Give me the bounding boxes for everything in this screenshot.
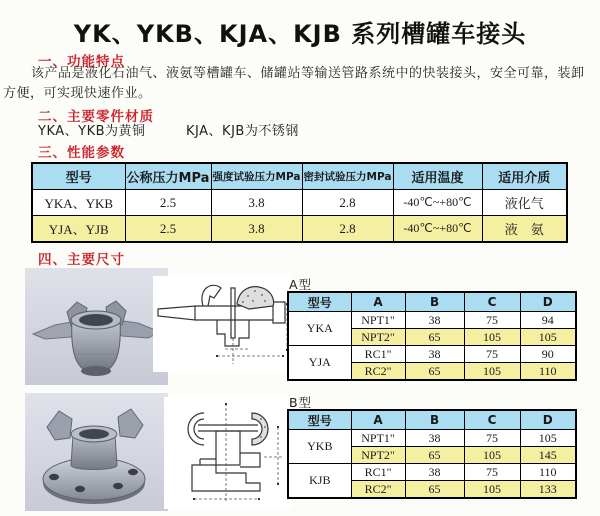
cell-d: 133 bbox=[520, 481, 576, 499]
col-a: A bbox=[351, 410, 405, 430]
cell-d: 105 bbox=[520, 329, 576, 346]
col-nominal-pressure: 公称压力MPa bbox=[125, 163, 211, 190]
cell-b: 38 bbox=[405, 346, 464, 363]
cell-seal: 2.8 bbox=[302, 190, 393, 216]
dim-table-b-label: B型 bbox=[289, 395, 313, 410]
cell-a: NPT2" bbox=[351, 329, 405, 346]
cell-c: 75 bbox=[464, 430, 520, 447]
col-model: 型号 bbox=[288, 410, 351, 430]
cell-model: YJA、YJB bbox=[32, 216, 125, 243]
cell-c: 105 bbox=[464, 363, 520, 381]
cell-c: 105 bbox=[464, 481, 520, 499]
cell-d: 90 bbox=[520, 346, 576, 363]
col-a: A bbox=[351, 292, 405, 312]
cell-c: 75 bbox=[464, 346, 520, 363]
col-model: 型号 bbox=[32, 163, 125, 190]
cell-b: 65 bbox=[405, 481, 464, 499]
col-medium: 适用介质 bbox=[482, 163, 567, 190]
table-row bbox=[288, 312, 576, 329]
col-c: C bbox=[464, 410, 520, 430]
coupling-b-photo-image bbox=[25, 393, 168, 511]
cell-a: NPT1" bbox=[351, 312, 405, 329]
table-row bbox=[288, 464, 576, 481]
col-c: C bbox=[464, 292, 520, 312]
cell-d: 145 bbox=[520, 447, 576, 464]
cell-seal: 2.8 bbox=[302, 216, 393, 243]
cell-model: YKB bbox=[288, 430, 351, 464]
cell-a: RC2" bbox=[351, 363, 405, 381]
cell-b: 65 bbox=[405, 363, 464, 381]
cell-a: RC2" bbox=[351, 481, 405, 499]
col-b: B bbox=[405, 410, 464, 430]
table-row bbox=[288, 430, 576, 447]
coupling-a-drawing-image bbox=[153, 276, 291, 372]
col-b: B bbox=[405, 292, 464, 312]
section-heading-materials: 二、主要零件材质 bbox=[38, 109, 154, 125]
cell-a: RC1" bbox=[351, 346, 405, 363]
materials-text: YKA、YKB为黄铜 KJA、KJB为不锈钢 bbox=[38, 124, 299, 139]
cell-a: RC1" bbox=[351, 464, 405, 481]
cell-b: 38 bbox=[405, 430, 464, 447]
features-paragraph: 该产品是液化石油气、液氨等槽罐车、储罐站等输送管路系统中的快装接头，安全可靠，装卸方便，可实现快速作业。 bbox=[3, 66, 585, 101]
dim-a-header-row bbox=[288, 292, 576, 312]
section-heading-performance: 三、性能参数 bbox=[38, 145, 125, 161]
cell-nominal: 2.5 bbox=[125, 190, 211, 216]
cell-medium: 液 氨 bbox=[482, 216, 567, 243]
table-row bbox=[288, 346, 576, 363]
cell-model: YKA、YKB bbox=[32, 190, 125, 216]
col-d: D bbox=[520, 410, 576, 430]
cell-model: YKA bbox=[288, 312, 351, 346]
cell-b: 38 bbox=[405, 464, 464, 481]
section-heading-dimensions: 四、主要尺寸 bbox=[38, 252, 125, 268]
product-photo-a bbox=[25, 268, 168, 385]
cell-b: 38 bbox=[405, 312, 464, 329]
table-row bbox=[32, 216, 567, 243]
col-model: 型号 bbox=[288, 292, 351, 312]
cell-c: 105 bbox=[464, 329, 520, 346]
cell-d: 105 bbox=[520, 430, 576, 447]
dimension-table-b bbox=[287, 409, 577, 499]
cell-b: 65 bbox=[405, 447, 464, 464]
cell-nominal: 2.5 bbox=[125, 216, 211, 243]
cell-c: 105 bbox=[464, 447, 520, 464]
page-title: YK、YKB、KJA、KJB 系列槽罐车接头 bbox=[73, 20, 527, 48]
coupling-b-drawing-image bbox=[164, 397, 292, 509]
cell-strength: 3.8 bbox=[211, 190, 302, 216]
dimension-table-a bbox=[287, 291, 577, 381]
col-d: D bbox=[520, 292, 576, 312]
performance-header-row bbox=[32, 163, 567, 190]
cell-strength: 3.8 bbox=[211, 216, 302, 243]
coupling-a-photo-image bbox=[25, 268, 168, 385]
performance-table bbox=[31, 162, 568, 243]
cell-model: YJA bbox=[288, 346, 351, 381]
col-temperature: 适用温度 bbox=[393, 163, 482, 190]
col-strength-test-pressure: 强度试验压力MPa bbox=[211, 163, 302, 190]
cell-b: 65 bbox=[405, 329, 464, 346]
section-heading-features: 一、功能特点 bbox=[38, 54, 125, 70]
cell-temperature: -40℃~+80℃ bbox=[393, 190, 482, 216]
table-row bbox=[32, 190, 567, 216]
cell-medium: 液化气 bbox=[482, 190, 567, 216]
dim-table-a-label: A型 bbox=[289, 277, 313, 292]
cell-c: 75 bbox=[464, 312, 520, 329]
cell-a: NPT1" bbox=[351, 430, 405, 447]
technical-drawing-b bbox=[164, 397, 292, 509]
cell-model: KJB bbox=[288, 464, 351, 499]
cell-d: 110 bbox=[520, 464, 576, 481]
cell-d: 110 bbox=[520, 363, 576, 381]
cell-d: 94 bbox=[520, 312, 576, 329]
technical-drawing-a bbox=[153, 276, 291, 372]
cell-temperature: -40℃~+80℃ bbox=[393, 216, 482, 243]
cell-a: NPT2" bbox=[351, 447, 405, 464]
dim-b-header-row bbox=[288, 410, 576, 430]
cell-c: 75 bbox=[464, 464, 520, 481]
product-photo-b bbox=[25, 393, 168, 511]
col-seal-test-pressure: 密封试验压力MPa bbox=[302, 163, 393, 190]
